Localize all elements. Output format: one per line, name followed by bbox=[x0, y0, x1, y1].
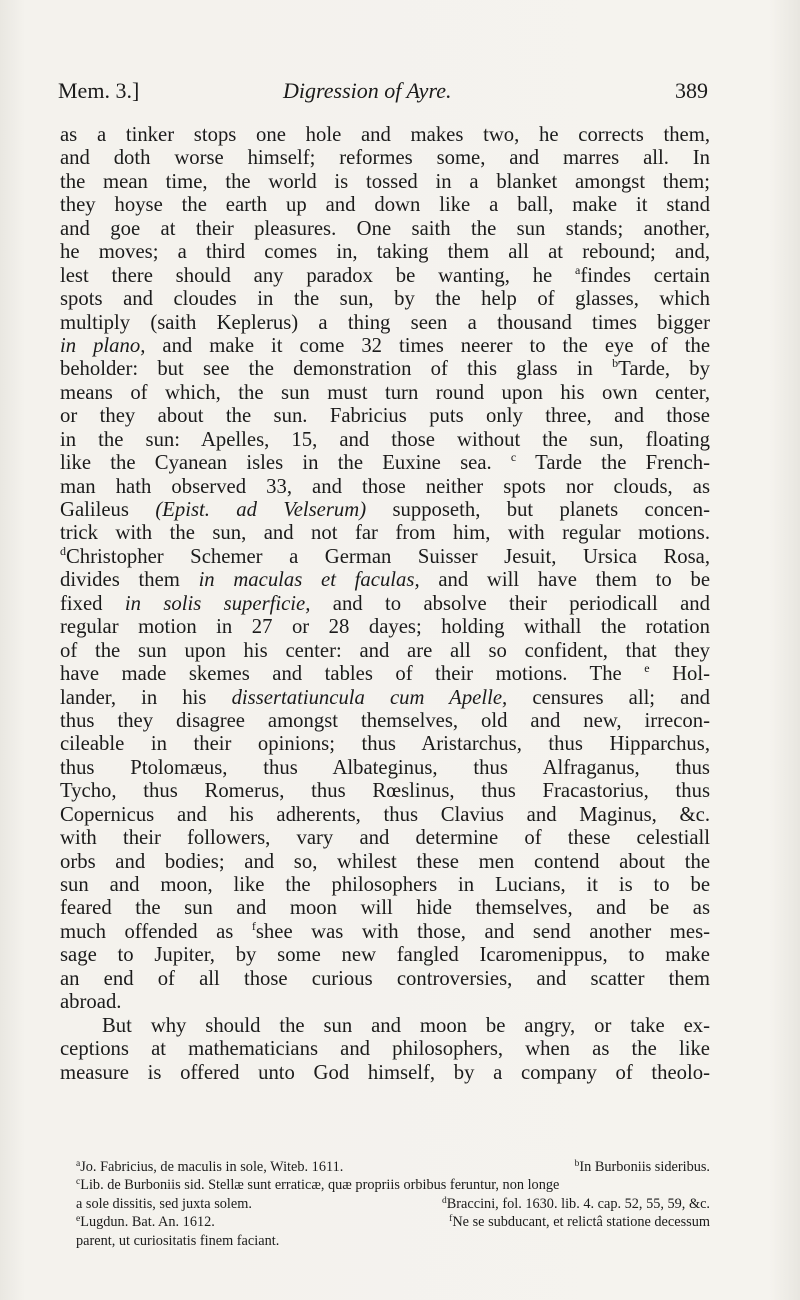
text-line: measure is offered unto God himself, by a company of theolo- bbox=[60, 1061, 710, 1084]
text-line: But why should the sun and moon be angry, or take ex- bbox=[102, 1014, 710, 1037]
text-line: and doth worse himself; reformes some, and marres all. In bbox=[60, 147, 710, 170]
text-line: or they about the sun. Fabricius puts only three, and those bbox=[60, 405, 710, 428]
text-line: multiply (saith Keplerus) a thing seen a thousand times bigger bbox=[60, 311, 710, 334]
text-line: have made skemes and tables of their motions. The $^e$ Hol- bbox=[60, 661, 711, 686]
text-line: lander, in his dissertatiuncula cum Apelle, censures all; and bbox=[60, 686, 711, 709]
text-line: feared the sun and moon will hide themselves, and be as bbox=[60, 897, 710, 920]
text-line: thus they disagree amongst themselves, old and new, irrecon- bbox=[60, 709, 710, 732]
text-line: regular motion in 27 or 28 dayes; holding withall the rotation bbox=[60, 616, 710, 639]
text-line: much offended as $^f$shee was with those, and send another mes- bbox=[60, 918, 711, 943]
footnote-ref-c[interactable]: c bbox=[510, 450, 517, 465]
footnotes bbox=[76, 1158, 710, 1250]
text-line: an end of all those curious controversies, and scatter them bbox=[60, 967, 710, 990]
footnote-b: $^b$In Burboniis sideribus. bbox=[574, 1159, 710, 1175]
page-number: 389 bbox=[675, 78, 708, 103]
footnote-c-cont: a sole dissitis, sed juxta solem. bbox=[76, 1195, 252, 1212]
text-line: divides them in maculas et faculas, and will have them to be bbox=[60, 569, 711, 592]
footnote-a: $^a$Jo. Fabricius, de maculis in sole, Witeb. 1611. bbox=[76, 1159, 344, 1175]
footnote-line bbox=[76, 1213, 710, 1231]
footnote-d: $^d$Braccini, fol. 1630. lib. 4. cap. 52, 55, 59, &c. bbox=[442, 1195, 710, 1212]
text-line: and goe at their pleasures. One saith the sun stands; another, bbox=[60, 217, 710, 240]
text-line: Tycho, thus Romerus, thus Rœslinus, thus Fracastorius, thus bbox=[60, 780, 710, 803]
footnote-ref-d[interactable]: d bbox=[60, 543, 66, 558]
footnote-ref-f[interactable]: f bbox=[251, 918, 256, 933]
footnote-line bbox=[76, 1158, 710, 1176]
footnote-f-cont: parent, ut curiositatis finem faciant. bbox=[76, 1232, 280, 1249]
footnote-ref-e[interactable]: e bbox=[644, 661, 650, 676]
text-line: the mean time, the world is tossed in a blanket amongst them; bbox=[60, 170, 710, 193]
text-line: ceptions at mathematicians and philosophers, when as the like bbox=[60, 1038, 710, 1061]
text-line: $^d$Christopher Schemer a German Suisser Jesuit, Ursica Rosa, bbox=[60, 543, 710, 568]
text-line: with their followers, vary and determine of these celestiall bbox=[60, 827, 710, 850]
text-line: he moves; a third comes in, taking them all at rebound; and, bbox=[60, 241, 710, 264]
text-line: in the sun: Apelles, 15, and those without the sun, floating bbox=[60, 428, 710, 451]
footnote-c: $^c$Lib. de Burboniis sid. Stellæ sunt erraticæ, quæ propriis orbibus feruntur, non longe bbox=[76, 1177, 560, 1194]
text-line: cileable in their opinions; thus Aristarchus, thus Hipparchus, bbox=[60, 733, 710, 756]
text-line: man hath observed 33, and those neither spots nor clouds, as bbox=[60, 475, 710, 498]
text-line: abroad. bbox=[60, 991, 122, 1014]
text-line: beholder: but see the demonstration of this glass in $^b$Tarde, by bbox=[60, 356, 710, 381]
text-line: spots and cloudes in the sun, by the help of glasses, which bbox=[60, 288, 710, 311]
footnote-line bbox=[76, 1195, 710, 1213]
main-text bbox=[60, 124, 710, 1085]
text-line: Galileus (Epist. ad Velserum) supposeth, but planets concen- bbox=[60, 499, 710, 521]
text-line: they hoyse the earth up and down like a ball, make it stand bbox=[60, 194, 710, 217]
text-line: in plano, and make it come 32 times neerer to the eye of the bbox=[60, 334, 711, 357]
text-line: like the Cyanean isles in the Euxine sea. $^c$ Tarde the French- bbox=[60, 450, 710, 475]
section-marker: Mem. 3.] bbox=[58, 78, 140, 103]
text-line: fixed in solis superficie, and to absolve their periodicall and bbox=[60, 592, 710, 615]
text-line: sun and moon, like the philosophers in Lucians, it is to be bbox=[60, 874, 710, 896]
text-line: orbs and bodies; and so, whilest these men contend about the bbox=[60, 850, 710, 873]
text-line: means of which, the sun must turn round upon his own center, bbox=[60, 381, 710, 404]
text-line: thus Ptolomæus, thus Albateginus, thus Alfraganus, thus bbox=[60, 756, 710, 779]
text-line: sage to Jupiter, by some new fangled Icaromenippus, to make bbox=[60, 944, 710, 967]
footnote-e: $^e$Lugdun. Bat. An. 1612. bbox=[76, 1214, 215, 1231]
running-header bbox=[58, 78, 708, 110]
text-line: trick with the sun, and not far from him, with regular motions. bbox=[60, 522, 710, 545]
text-line: Copernicus and his adherents, thus Clavius and Maginus, &c. bbox=[60, 803, 710, 826]
text-line: lest there should any paradox be wanting, he $^a$findes certain bbox=[60, 262, 710, 287]
text-line: of the sun upon his center: and are all so confident, that they bbox=[60, 639, 710, 662]
footnote-ref-b[interactable]: b bbox=[612, 356, 619, 371]
footnote-f: $^f$Ne se subducant, et relictâ statione decessum bbox=[449, 1214, 710, 1231]
text-line: as a tinker stops one hole and makes two, he corrects them, bbox=[60, 124, 710, 146]
footnote-ref-a[interactable]: a bbox=[575, 262, 581, 277]
running-title: Digression of Ayre. bbox=[283, 78, 452, 103]
